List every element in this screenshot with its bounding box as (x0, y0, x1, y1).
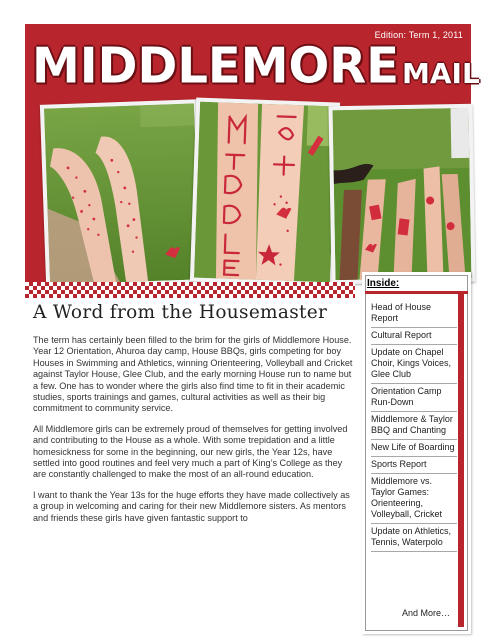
inside-item-boarding: New Life of Boarding (371, 440, 457, 457)
sidebar-accent-bar (458, 294, 464, 627)
inside-item-bbq-chanting: Middlemore & Taylor BBQ and Chanting (371, 412, 457, 440)
leg-painted-middlemore-photo (190, 98, 340, 287)
sidebar-rule (365, 291, 468, 294)
inside-sidebar (362, 272, 471, 634)
sidebar-heading: Inside: (367, 278, 400, 289)
masthead-main: MIDDLEMORE (32, 37, 400, 95)
inside-item-head-of-house: Head of House Report (371, 298, 457, 328)
masthead-sub: MAIL (402, 57, 480, 90)
inside-list (371, 298, 457, 552)
inside-item-taylor-games: Middlemore vs. Taylor Games: Orienteering, Volleyball, Cricket (371, 474, 457, 524)
masthead-title (32, 36, 480, 95)
article-body (33, 335, 353, 533)
inside-item-athletics: Update on Athletics, Tennis, Waterpolo (371, 524, 457, 552)
article-paragraph: All Middlemore girls can be extremely proud of themselves for getting involved and contributing to the House as a whole. With some trepidation and a little homesickness for some in the beginning, our new girls, the Year 12s, have settled into good routines and feel very much a part of King’s College as they are constantly challenged to make the most of an all-round education. (33, 423, 348, 480)
inside-item-sports: Sports Report (371, 457, 457, 474)
and-more-label: And More… (402, 608, 451, 618)
edition-label: Edition: Term 1, 2011 (374, 30, 463, 40)
painted-legs-group-photo (328, 104, 475, 284)
inside-item-cultural: Cultural Report (371, 328, 457, 345)
legs-with-painted-hearts-photo (40, 99, 204, 288)
article-title: A Word from the Housemaster (33, 302, 328, 323)
article-paragraph: The term has certainly been filled to the brim for the girls of Middlemore House. Year 12 Orientation, Ahuroa day camp, House BBQs, girls competing for boy Houses in Swimming and Athletics, winning Orienteering, Volleyball and Cricket against Taylor House, Glee Club, and the early morning House run to name but a few. One has to wonder where the girls also find time to fit in their academic studies, sports trainings and games, cultural activities as well as their big commitment to community service. (33, 335, 353, 414)
diamond-pattern-divider (25, 282, 355, 298)
inside-item-orientation-camp: Orientation Camp Run-Down (371, 384, 457, 412)
inside-item-chapel-choir: Update on Chapel Choir, Kings Voices, Glee Club (371, 345, 457, 384)
article-paragraph: I want to thank the Year 13s for the huge efforts they have made collectively as a group in welcoming and caring for their new Middlemore sisters. As mentors and friends these girls have given fantastic support to (33, 489, 350, 523)
